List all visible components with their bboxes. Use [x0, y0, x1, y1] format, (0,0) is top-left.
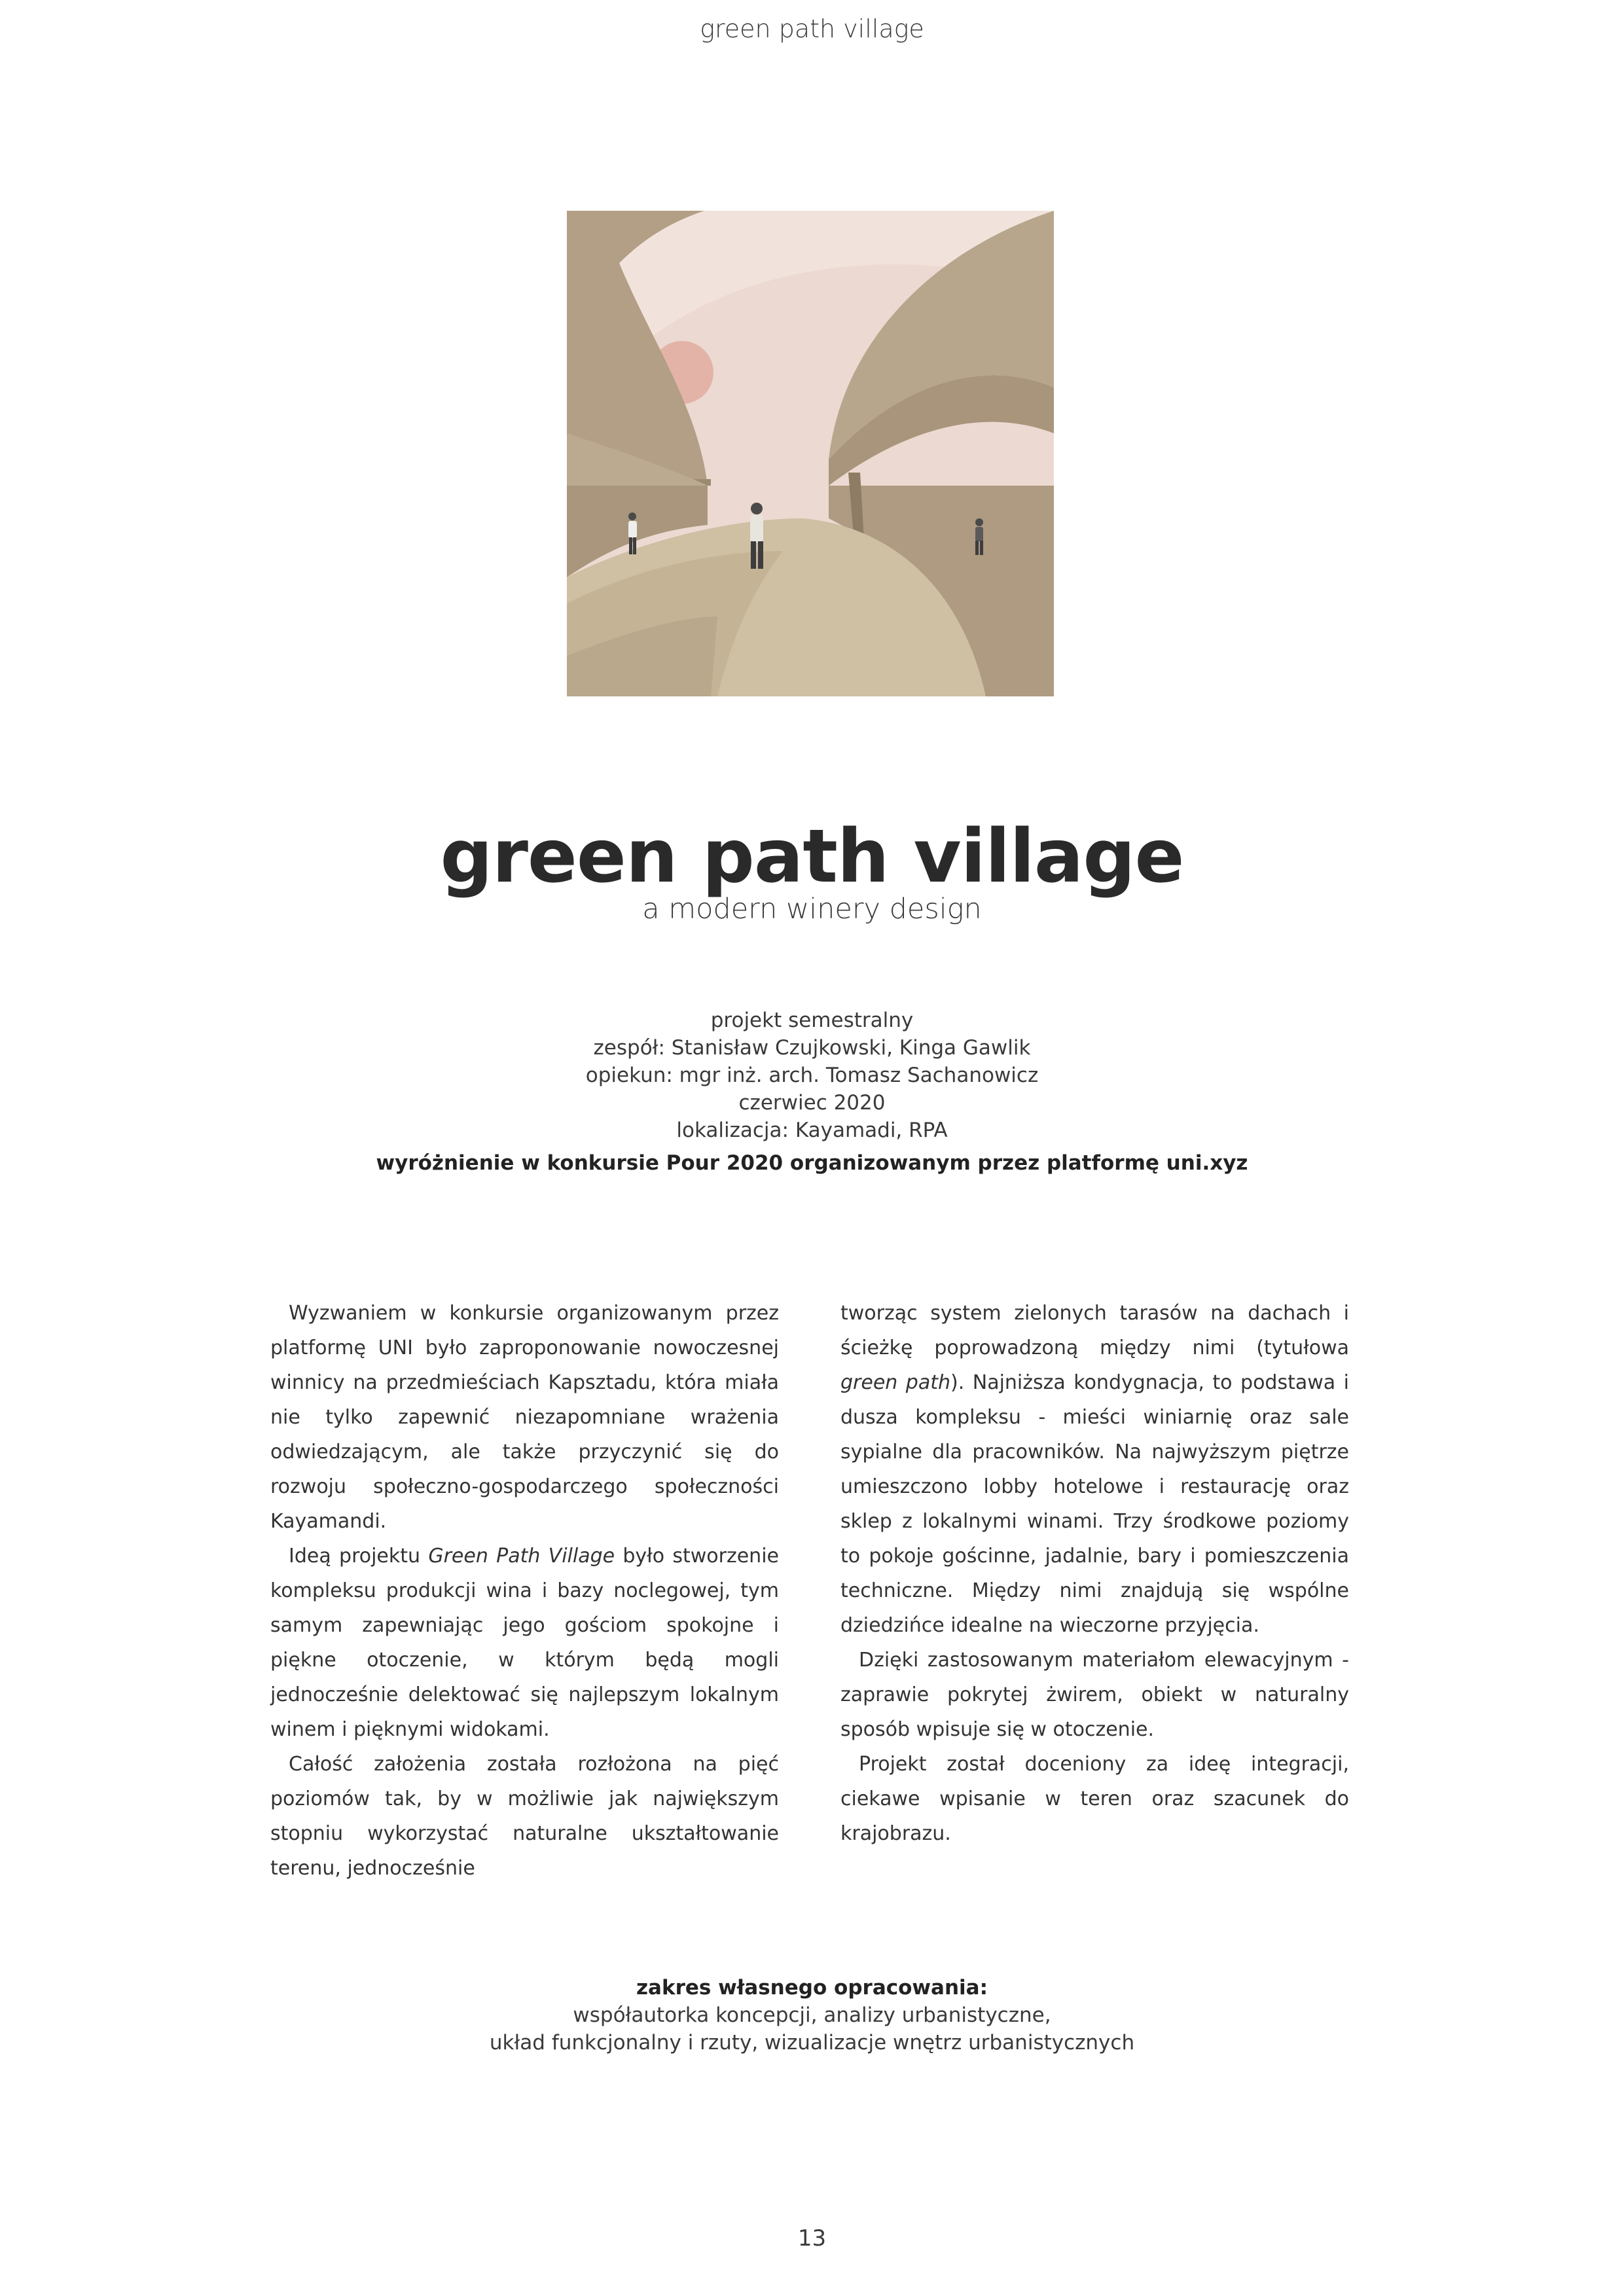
paragraph: Dzięki zastosowanym materiałom elewacyjnym - zaprawie pokrytej żwirem, obiekt w naturalny sposób wpisuje się w otoczenie. — [840, 1649, 1349, 1741]
body-column-left — [270, 1296, 779, 1886]
project-location: lokalizacja: Kayamadi, RPA — [676, 1119, 948, 1142]
project-title: green path village — [440, 814, 1184, 899]
page-number: 13 — [797, 2225, 827, 2251]
project-subtitle: a modern winery design — [642, 893, 982, 925]
project-date: czerwiec 2020 — [738, 1091, 886, 1115]
project-type: projekt semestralny — [710, 1009, 914, 1032]
project-metadata — [0, 1007, 1624, 1177]
paragraph: Ideą projektu Green Path Village było stworzenie kompleksu produkcji wina i bazy noclegowej, tym samym zapewniając jego gościom spokojne i piękne otoczenie, w którym będą mogli jednocześnie delektować się najlepszym lokalnym winem i pięknymi widokami. — [270, 1545, 779, 1741]
project-award: wyróżnienie w konkursie Pour 2020 organizowanym przez platformę uni.xyz — [376, 1151, 1248, 1175]
scope-line: współautorka koncepcji, analizy urbanistyczne, — [573, 2003, 1051, 2027]
running-header: green path village — [700, 14, 924, 43]
winery-rendering-image — [567, 211, 1054, 696]
scope-heading: zakres własnego opracowania: — [636, 1976, 988, 2000]
paragraph: Wyzwaniem w konkursie organizowanym przez platformę UNI było zaproponowanie nowoczesnej winnicy na przedmieściach Kapsztadu, która miała nie tylko zapewnić niezapomniane wrażenia odwiedzającym, ale także przyczynić się do rozwoju społeczno-gospodarczego społeczności Kayamandi. — [270, 1302, 779, 1533]
paragraph: Całość założenia została rozłożona na pięć poziomów tak, by w możliwie jak największym stopniu wykorzystać naturalne ukształtowanie terenu, jednocześnie — [270, 1753, 779, 1880]
project-team: zespół: Stanisław Czujkowski, Kinga Gawlik — [593, 1036, 1031, 1060]
scope-line: układ funkcjonalny i rzuty, wizualizacje wnętrz urbanistycznych — [489, 2031, 1135, 2054]
paragraph: Projekt został doceniony za ideę integracji, ciekawe wpisanie w teren oraz szacunek do krajobrazu. — [840, 1753, 1349, 1845]
project-supervisor: opiekun: mgr inż. arch. Tomasz Sachanowicz — [585, 1064, 1039, 1087]
paragraph: tworząc system zielonych tarasów na dachach i ścieżkę poprowadzoną między nimi (tytułowa green path). Najniższa kondygnacja, to podstawa i dusza kompleksu - mieści winiarnię oraz sale sypialne dla pracowników. Na najwyższym piętrze umieszczono lobby hotelowe i restaurację oraz sklep z lokalnymi winami. Trzy środkowe poziomy to pokoje gościnne, jadalnie, bary i pomieszczenia techniczne. Między nimi znajdują się wspólne dziedzińce idealne na wieczorne przyjęcia. — [840, 1302, 1350, 1637]
body-column-right — [840, 1296, 1349, 1851]
own-work-scope — [0, 1974, 1624, 2056]
